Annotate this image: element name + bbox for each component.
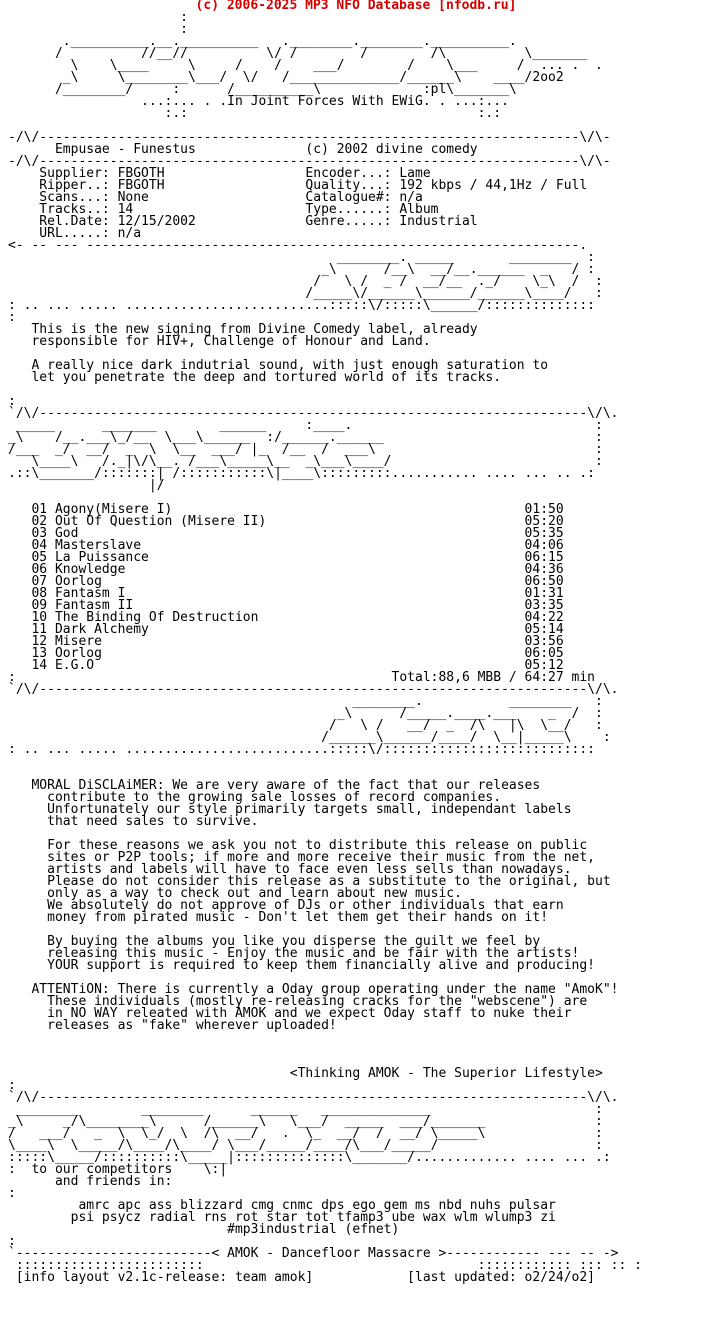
nfo-line: artists and labels will have to face even less sells than nowadays. — [8, 862, 572, 877]
nfo-line: Tracks..: 14 Type......: Album — [8, 202, 439, 217]
nfo-line: [info layout v2.1c-release: team amok] [last updated: o2/24/o2] — [8, 1270, 595, 1285]
nfo-line: .__________.__.__________ .________.________.__________. — [8, 34, 517, 49]
nfo-line: : — [8, 1234, 16, 1249]
nfo-line: \____\ /._|\/\__. /___\_____\__ _\___\____/ : — [8, 454, 603, 469]
nfo-line: in NO WAY releated with AMOK and we expect Oday staff to nuke their — [8, 1006, 572, 1021]
nfo-line: money from pirated music - Don't let them get their hands on it! — [8, 910, 549, 925]
nfo-line: 05 La Puissance 06:15 — [8, 550, 564, 565]
nfo-line: : — [8, 1186, 16, 1201]
nfo-line: By buying the albums you like you disperse the guilt we feel by — [8, 934, 541, 949]
nfo-line: `/\/----------------------------------------------------------------------\/\. — [8, 406, 619, 421]
nfo-line: This is the new signing from Divine Comedy label, already — [8, 322, 478, 337]
nfo-line: _\ /__.___\_/__ \___\______ :/______.______ : — [8, 430, 603, 445]
nfo-line: -/\/---------------------------------------------------------------------\/\- — [8, 154, 611, 169]
nfo-line: :::::::::::::::::::::::: :::::::::::: ::: :: : — [8, 1258, 642, 1273]
nfo-line: :::::\_____/::::::::::\_____|::::::::::::::\_______/............. .... ... .: — [8, 1150, 611, 1165]
nfo-line: Empusae - Funestus (c) 2002 divine comedy — [8, 142, 478, 157]
nfo-line: |/ — [8, 478, 165, 493]
nfo-line: /_____\/______\______/______\____/ : — [8, 286, 603, 301]
nfo-line: URL.....: n/a — [8, 226, 142, 241]
nfo-line: 12 Misere 03:56 — [8, 634, 564, 649]
nfo-line: ________ ________ ______ ______________ : — [8, 1102, 603, 1117]
nfo-line: only as a way to check out and learn about new music. — [8, 886, 462, 901]
nfo-line: 04 Masterslave 04:06 — [8, 538, 564, 553]
nfo-line: For these reasons we ask you not to distribute this release on public — [8, 838, 588, 853]
nfo-line: : to our competitors \:| — [8, 1162, 228, 1177]
nfo-line: / \ / _ / __/__ ._/ \_\ / : — [8, 274, 603, 289]
nfo-line: : .. ... ..... ..........................:::::\/::::::::::::::::::::::::::: — [8, 742, 595, 757]
nfo-line: 03 God 05:35 — [8, 526, 564, 541]
nfo-line: 09 Fantasm II 03:35 — [8, 598, 564, 613]
nfo-line: let you penetrate the deep and tortured world of its tracks. — [8, 370, 502, 385]
site-header: (c) 2006-2025 MP3 NFO Database [nfodb.ru] — [195, 0, 517, 13]
nfo-line: releasing this music - Enjoy the music and be fair with the artists! — [8, 946, 580, 961]
nfo-line — [8, 384, 642, 396]
nfo-line: that need sales to survive. — [8, 814, 259, 829]
nfo-line: 13 Oorlog 06:05 — [8, 646, 564, 661]
nfo-line: : — [8, 1078, 16, 1093]
nfo-line: `/\/----------------------------------------------------------------------\/\. — [8, 1090, 619, 1105]
nfo-line: Rel.Date: 12/15/2002 Genre.....: Industrial — [8, 214, 478, 229]
nfo-line: 01 Agony(Misere I) 01:50 — [8, 502, 564, 517]
nfo-line: Unfortunately our style primarily targets small, independant labels — [8, 802, 572, 817]
nfo-line: sites or P2P tools; if more and more receive their music from the net, — [8, 850, 595, 865]
nfo-line: : Total:88,6 MBB / 64:27 min — [8, 670, 595, 685]
nfo-line: ________. _____ ________ : — [8, 250, 595, 265]
nfo-line: _\ \________\___/ \/ /______________/______\ ____/2oo2 — [8, 70, 564, 85]
nfo-line: /________/ : /__________\ :pl\_______\ — [8, 82, 517, 97]
nfo-line: .::\_______/:::::::| /:::::::::::\|____\:::::::::........... .... ... .. .: — [8, 466, 595, 481]
nfo-line — [8, 756, 642, 768]
nfo-line: YOUR support is required to keep them financially alive and producing! — [8, 958, 595, 973]
nfo-line: : — [8, 310, 16, 325]
nfo-line: We absolutely do not approve of DJs or other individuals that earn — [8, 898, 564, 913]
nfo-line: releases as "fake" wherever uploaded! — [8, 1018, 337, 1033]
nfo-line: 14 E.G.O 05:12 — [8, 658, 564, 673]
nfo-line: `/\/----------------------------------------------------------------------\/\. — [8, 682, 619, 697]
nfo-line: These individuals (mostly re-releasing cracks for the "webscene") are — [8, 994, 588, 1009]
nfo-line: /___ _/ __/ _ \ \__ ___/ |_ /__ / ___\ : — [8, 442, 603, 457]
nfo-line: A really nice dark indutrial sound, with just enough saturation to — [8, 358, 549, 373]
nfo-line: 06 Knowledge 04:36 — [8, 562, 564, 577]
nfo-line: 08 Fantasm I 01:31 — [8, 586, 564, 601]
nfo-line: : .. ... ..... ..........................:::::\/:::::\______/:::::::::::::: — [8, 298, 595, 313]
nfo-line: `-------------------------< AMOK - Dancefloor Massacre >------------ --- -- -> — [8, 1246, 619, 1261]
nfo-text — [8, 12, 642, 1284]
nfo-line: psi psycz radial rns rot star tot tfamp3 ube wax wlm wlump3 zi — [8, 1210, 556, 1225]
nfo-line: 11 Dark Alchemy 05:14 — [8, 622, 564, 637]
nfo-line: <Thinking AMOK - The Superior Lifestyle> — [8, 1066, 603, 1081]
nfo-line — [8, 1032, 642, 1044]
nfo-line: #mp3industrial (efnet) — [8, 1222, 400, 1237]
nfo-line: Please do not consider this release as a substitute to the original, but — [8, 874, 611, 889]
nfo-line: 07 Oorlog 06:50 — [8, 574, 564, 589]
nfo-line: 02 Out Of Question (Misere II) 05:20 — [8, 514, 564, 529]
nfo-line: Scans...: None Catalogue#: n/a — [8, 190, 423, 205]
nfo-line: /______\______/____/ \__|_____\ : — [8, 730, 611, 745]
nfo-line: / ___/ _ \ \_/ \ /\ __/ . \_ __/ / __/ \_____\ : — [8, 1126, 603, 1141]
nfo-line: responsible for HIV+, Challenge of Honour and Land. — [8, 334, 431, 349]
nfo-line — [8, 1044, 642, 1056]
nfo-line: contribute to the growing sale losses of record companies. — [8, 790, 502, 805]
nfo-line: : — [8, 10, 189, 25]
nfo-line: Ripper..: FBGOTH Quality...: 192 kbps / 44,1Hz / Full — [8, 178, 588, 193]
nfo-line: _\ _/\________\ /______\ \___/ _____ ___/_______ : — [8, 1114, 603, 1129]
nfo-line: : — [8, 394, 16, 409]
nfo-line: ________. ________ : — [8, 694, 603, 709]
nfo-line: MORAL DiSCLAiMER: We are very aware of the fact that our releases — [8, 778, 541, 793]
nfo-line: and friends in: — [8, 1174, 173, 1189]
nfo-line: _____ _______ ______ :____. : — [8, 418, 603, 433]
nfo-line: :.: :.: — [8, 106, 502, 121]
nfo-line: / //__// \/ / / /\ \_______ — [8, 46, 588, 61]
nfo-line: / \ / __/ _ /\ |\ \__/ : — [8, 718, 603, 733]
nfo-line: ATTENTiON: There is currently a Oday group operating under the name "AmoK"! — [8, 982, 619, 997]
nfo-line: _\ /_____.____.___ _ / : — [8, 706, 603, 721]
nfo-line: \ \____ \ / / ___/ / \___ / ... . . — [8, 58, 603, 73]
nfo-line: Supplier: FBGOTH Encoder...: Lame — [8, 166, 431, 181]
nfo-line: amrc apc ass blizzard cmg cnmc dps ego gem ms nbd nuhs pulsar — [8, 1198, 556, 1213]
nfo-line: \____\ \_____/\____/\____/ \___/_____/____/\___/_____/ : — [8, 1138, 603, 1153]
nfo-line: : — [8, 22, 189, 37]
nfo-line: -/\/---------------------------------------------------------------------\/\- — [8, 130, 611, 145]
nfo-line: ...:... . .In Joint Forces With EWiG. . ...:... — [8, 94, 509, 109]
nfo-line: _\ /__\ __/__.______ _ / : — [8, 262, 595, 277]
nfo-line: 10 The Binding Of Destruction 04:22 — [8, 610, 564, 625]
nfo-line: <- -- --- ---------------------------------------------------------------. — [8, 238, 588, 253]
